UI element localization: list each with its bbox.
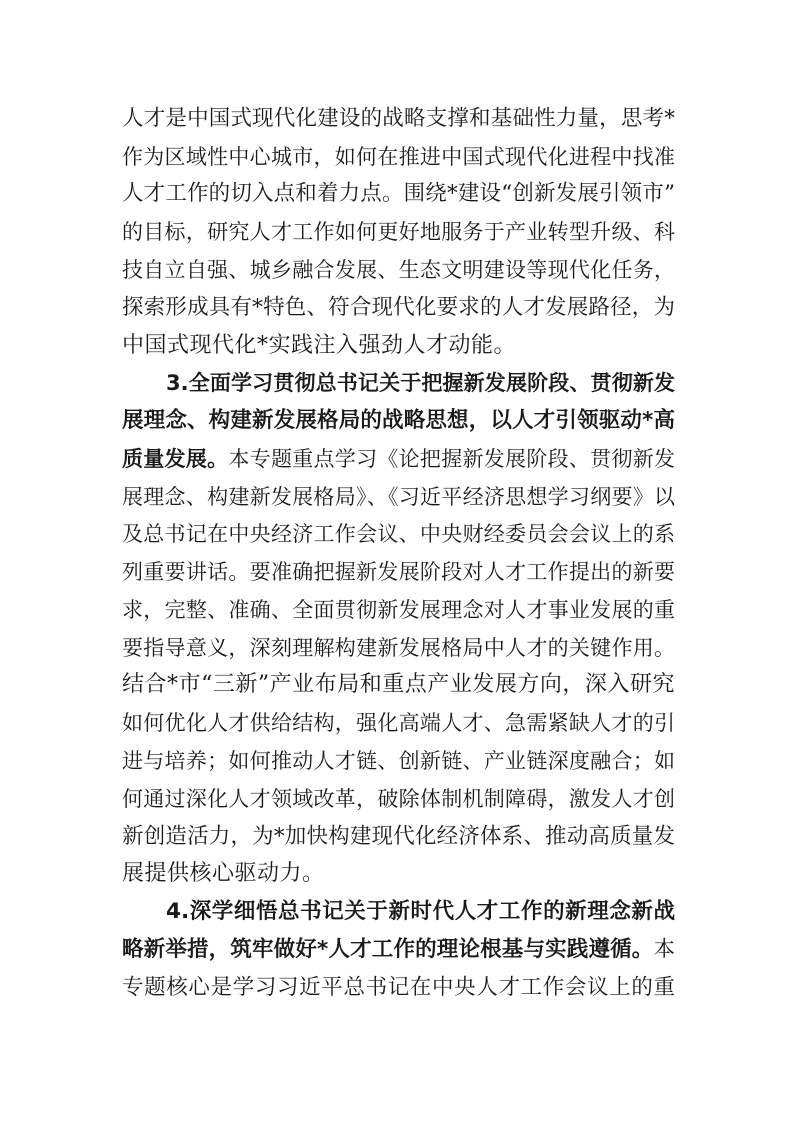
paragraph-line: 专题核心是学习习近平总书记在中央人才工作会议上的重 xyxy=(122,975,675,1000)
paragraph-line: 中国式现代化*实践注入强劲人才动能。 xyxy=(122,333,517,358)
item3-heading-line-mixed xyxy=(122,442,675,476)
paragraph-line: 进与培养；如何推动人才链、创新链、产业链深度融合；如 xyxy=(122,749,675,773)
paragraph-line: 人才是中国式现代化建设的战略支撑和基础性力量，思考* xyxy=(122,106,675,131)
paragraph-line: 要指导意义，深刻理解构建新发展格局中人才的关键作用。 xyxy=(122,636,675,660)
paragraph-line: 结合*市“三新”产业布局和重点产业发展方向，深入研究 xyxy=(122,672,675,697)
paragraph-line: 何通过深化人才领域改革，破除体制机制障碍，激发人才创 xyxy=(122,787,675,811)
paragraph-line: 技自立自强、城乡融合发展、生态文明建设等现代化任务， xyxy=(122,258,675,282)
paragraph-line: 的目标，研究人才工作如何更好地服务于产业转型升级、科 xyxy=(122,220,675,244)
paragraph-line: 新创造活力，为*加快构建现代化经济体系、推动高质量发 xyxy=(122,824,675,849)
item3-heading-line: 展理念、构建新发展格局的战略思想，以人才引领驱动*高 xyxy=(122,408,675,433)
paragraph-line: 作为区域性中心城市，如何在推进中国式现代化进程中找准 xyxy=(122,145,675,169)
item4-body-start: 本 xyxy=(653,937,675,962)
item3-body-start: 本专题重点学习《论把握新发展阶段、贯彻新发 xyxy=(228,447,676,471)
item4-heading-tail: 略新举措，筑牢做好*人才工作的理论根基与实践遵循。 xyxy=(122,937,654,962)
paragraph-line: 如何优化人才供给结构，强化高端人才、急需紧缺人才的引 xyxy=(122,711,675,735)
paragraph-line: 求，完整、准确、全面贯彻新发展理念对人才事业发展的重 xyxy=(122,598,675,622)
paragraph-line: 及总书记在中央经济工作会议、中央财经委员会会议上的系 xyxy=(122,522,675,546)
item3-heading-tail: 质量发展。 xyxy=(122,447,229,471)
paragraph-line: 人才工作的切入点和着力点。围绕*建设“创新发展引领市” xyxy=(122,181,675,206)
item3-heading-line: 3.全面学习贯彻总书记关于把握新发展阶段、贯彻新发 xyxy=(166,371,675,395)
item4-heading-line: 4.深学细悟总书记关于新时代人才工作的新理念新战 xyxy=(166,899,675,924)
paragraph-line: 展提供核心驱动力。 xyxy=(122,861,325,886)
item4-heading-line-mixed xyxy=(122,933,675,967)
paragraph-line: 列重要讲话。要准确把握新发展阶段对人才工作提出的新要 xyxy=(122,560,675,584)
paragraph-line: 展理念、构建新发展格局》、《习近平经济思想学习纲要》以 xyxy=(122,485,675,509)
paragraph-line: 探索形成具有*特色、符合现代化要求的人才发展路径，为 xyxy=(122,295,675,320)
